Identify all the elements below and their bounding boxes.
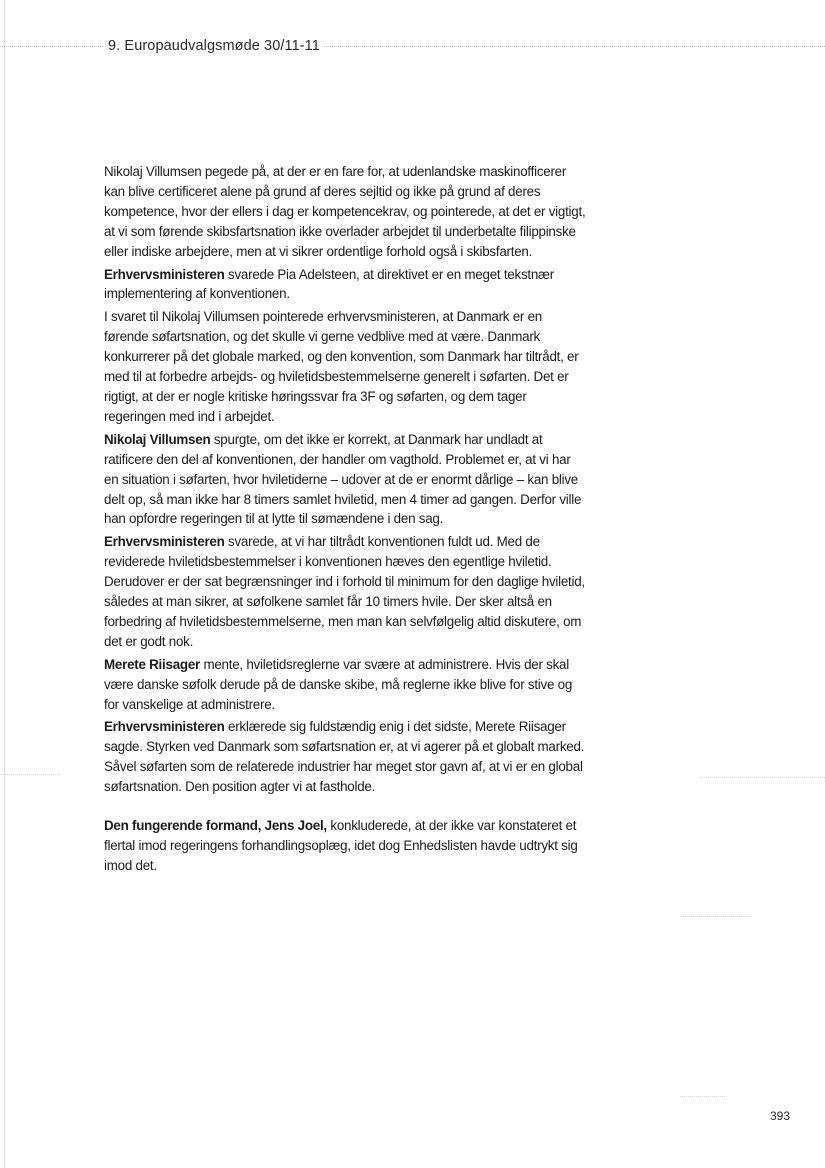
- paragraph-text: konkluderede, at der ikke var konstateret et flertal imod regeringens forhandlingsoplæg, idet dog Enhedslisten havde udtrykt sig imod det.: [104, 818, 578, 873]
- scan-artifact: [680, 916, 750, 917]
- speaker-name: Erhvervsministeren: [104, 719, 225, 735]
- paragraph-riisager: [104, 655, 588, 715]
- paragraph-minister-answer: [104, 532, 588, 651]
- scan-artifact: [0, 774, 60, 775]
- paragraph-text: svarede Pia Adelsteen, at direktivet er en meget tekstnær implementering af konventionen.: [104, 266, 554, 302]
- speaker-name: Erhvervsministeren: [104, 534, 225, 550]
- paragraph-text: svarede, at vi har tiltrådt konventionen fuldt ud. Med de reviderede hviletidsbestemmelser i konventionen hæves den egentlige hviletid. Derudover er der sat begrænsninger ind i forhold til minimum for den daglige hviletid, således at man sikrer, at søfolkene samlet får 10 timers hvile. Der sker altså en forbedring af hviletidsbestemmelserne, men man kan selvfølgelig altid diskutere, om det er godt nok.: [104, 534, 585, 649]
- page-number: 393: [770, 1109, 791, 1123]
- paragraph-chair-conclusion: [104, 816, 588, 876]
- speaker-name: Merete Riisager: [104, 656, 200, 672]
- scan-edge: [4, 0, 5, 1168]
- paragraph-text: spurgte, om det ikke er korrekt, at Danmark har undladt at ratificere den del af konventionen, der handler om vagthold. Problemet er, at vi har en situation i søfarten, hvor hviletiderne – udover at de er enormt dårlige – kan blive delt op, så man ikke har 8 timers samlet hviletid, men 4 timer ad gangen. Derfor ville han opfordre regeringen til at lytte til sømændene i den sag.: [104, 431, 582, 527]
- speaker-name: Nikolaj Villumsen: [104, 431, 211, 447]
- paragraph-villumsen-concern: [104, 162, 588, 262]
- paragraph-minister-agrees: [104, 717, 588, 797]
- paragraph-text: I svaret til Nikolaj Villumsen pointerede erhvervsministeren, at Danmark er en førende søfartsnation, og det skulle vi gerne vedblive med at være. Danmark konkurrerer på det globale marked, og den konvention, som Danmark har tiltrådt, er med til at forbedre arbejds- og hviletidsbestemmelserne generelt i søfarten. Det er rigtigt, at der er nogle kritiske høringssvar fra 3F og søfarten, og dem tager regeringen med ind i arbejdet.: [104, 309, 579, 424]
- paragraph-villumsen-question: [104, 430, 588, 530]
- speaker-name: Den fungerende formand, Jens Joel,: [104, 818, 327, 834]
- minutes-body: [104, 162, 588, 879]
- page-header: 9. Europaudvalgsmøde 30/11-11: [104, 38, 324, 54]
- speaker-name: Erhvervsministeren: [104, 266, 225, 282]
- scan-artifact: [680, 1096, 725, 1097]
- paragraph-text: erklærede sig fuldstændig enig i det sidste, Merete Riisager sagde. Styrken ved Danmark som søfartsnation er, at vi agerer på et globalt marked. Såvel søfarten som de relaterede industrier har meget stor gavn af, at vi er en global søfartsnation. Den position agter vi at fastholde.: [104, 719, 585, 795]
- scan-artifact: [700, 777, 825, 778]
- paragraph-minister-reply-adelsteen: [104, 265, 588, 305]
- paragraph-text: mente, hviletidsreglerne var svære at administrere. Hvis der skal være danske søfolk derude på de danske skibe, må reglerne ikke blive for stive og for vanskelige at administrere.: [104, 656, 573, 712]
- paragraph-minister-reply-villumsen: [104, 307, 588, 426]
- paragraph-text: Nikolaj Villumsen pegede på, at der er en fare for, at udenlandske maskinofficerer kan blive certificeret alene på grund af deres sejltid og ikke på grund af deres kompetence, hvor der ellers i dag er kompetencekrav, og pointerede, at det er vigtigt, at vi som førende skibsfartsnation ikke overlader arbejdet til underbetalte filippinske eller indiske arbejdere, men at vi sikrer ordentlige forhold også i skibsfarten.: [104, 164, 586, 259]
